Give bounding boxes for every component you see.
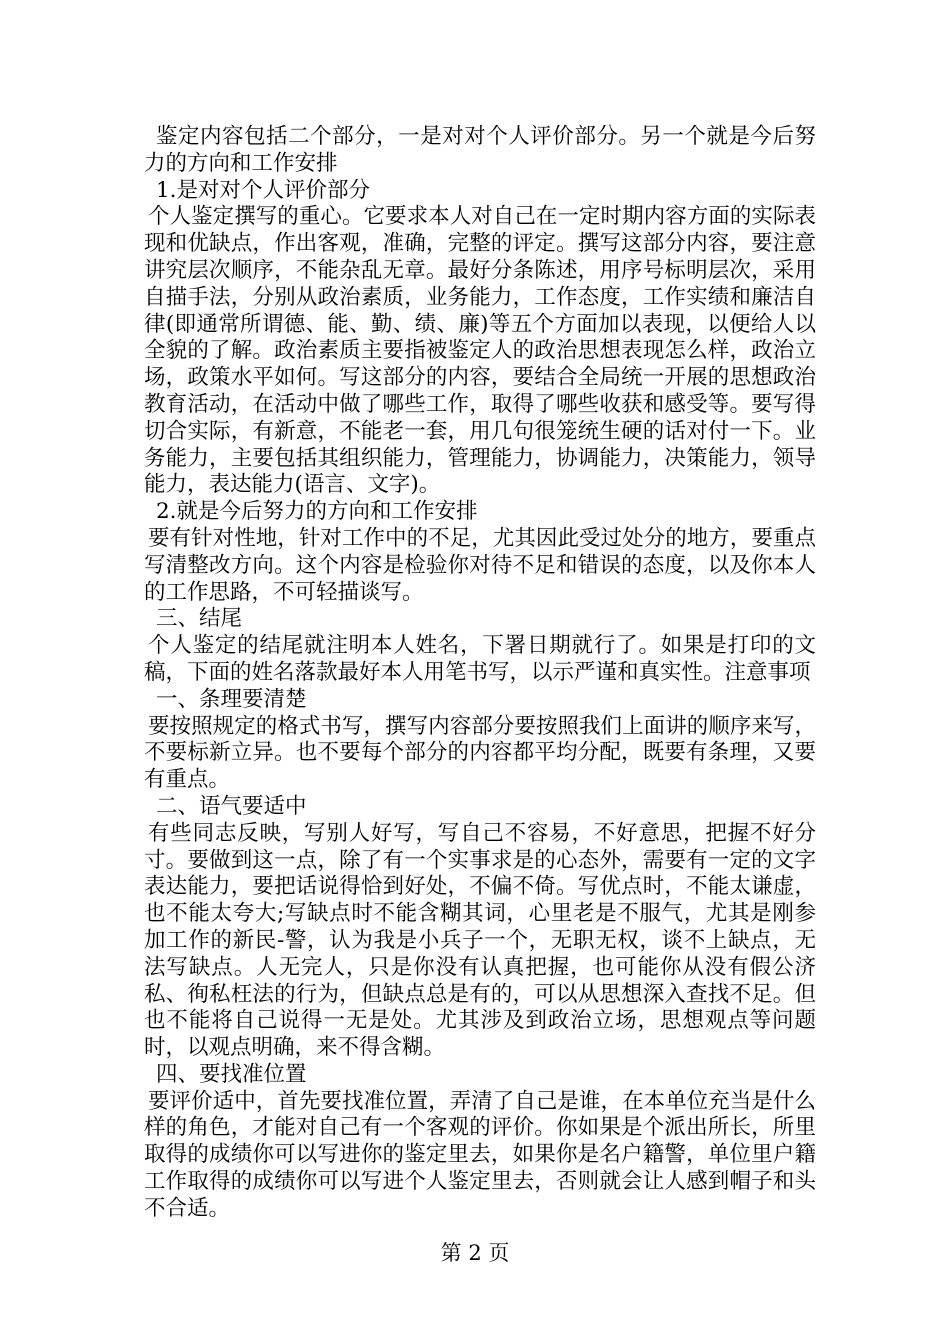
body-paragraph: 有些同志反映，写别人好写，写自己不容易，不好意思，把握不好分寸。要做到这一点，除了有一个实事求是的心态外，需要有一定的文字表达能力，要把话说得恰到好处，不偏不倚。写优点时，不能太谦虚，也不能太夸大;写缺点时不能含糊其词，心里老是不服气，尤其是刚参加工作的新民-警，认为我是小兵子一个，无职无权，谈不上缺点，无法写缺点。人无完人，只是你没有认真把握，也可能你从没有假公济私、徇私枉法的行为，但缺点总是有的，可以从思想深入查找不足。但也不能将自己说得一无是处。尤其涉及到政治立场，思想观点等问题时，以观点明确，来不得含糊。 (144, 820, 816, 1061)
section-heading-5: 二、语气要适中 (156, 793, 307, 819)
section-heading-2: 2.就是今后努力的方向和工作安排 (156, 499, 478, 525)
section-heading-6: 四、要找准位置 (156, 1061, 307, 1087)
section-heading-4: 一、条理要清楚 (156, 686, 307, 712)
section-heading-3: 三、结尾 (156, 606, 243, 632)
section-heading-1: 1.是对对个人评价部分 (156, 177, 371, 203)
body-paragraph: 个人鉴定的结尾就注明本人姓名，下署日期就行了。如果是打印的文稿，下面的姓名落款最好本人用笔书写，以示严谨和真实性。注意事项 (144, 633, 816, 685)
body-paragraph: 要有针对性地，针对工作中的不足，尤其因此受过处分的地方，要重点写清整改方向。这个内容是检验你对待不足和错误的态度，以及你本人的工作思路，不可轻描谈写。 (144, 525, 816, 605)
body-paragraph: 个人鉴定撰写的重心。它要求本人对自己在一定时期内容方面的实际表现和优缺点，作出客观，准确，完整的评定。撰写这部分内容，要注意讲究层次顺序，不能杂乱无章。最好分条陈述，用序号标明层次，采用自描手法，分别从政治素质，业务能力，工作态度，工作实绩和廉洁自律(即通常所谓德、能、勤、绩、廉)等五个方面加以表现，以便给人以全貌的了解。政治素质主要指被鉴定人的政治思想表现怎么样，政治立场，政策水平如何。写这部分的内容，要结合全局统一开展的思想政治教育活动，在活动中做了哪些工作，取得了哪些收获和感受等。要写得切合实际，有新意，不能老一套，用几句很笼统生硬的话对付一下。业务能力，主要包括其组织能力，管理能力，协调能力，决策能力，领导能力，表达能力(语言、文字)。 (144, 204, 816, 498)
page-number: 第 2 页 (440, 1241, 510, 1265)
intro-paragraph: 鉴定内容包括二个部分，一是对对个人评价部分。另一个就是今后努力的方向和工作安排 (144, 124, 816, 176)
body-paragraph: 要按照规定的格式书写，撰写内容部分要按照我们上面讲的顺序来写，不要标新立异。也不要每个部分的内容都平均分配，既要有条理，又要有重点。 (144, 713, 816, 793)
body-paragraph: 要评价适中，首先要找准位置，弄清了自己是谁，在本单位充当是什么样的角色，才能对自己有一个客观的评价。你如果是个派出所长，所里取得的成绩你可以写进你的鉴定里去，如果你是名户籍警，单位里户籍工作取得的成绩你可以写进个人鉴定里去，否则就会让人感到帽子和头不合适。 (144, 1088, 816, 1221)
document-body (144, 124, 816, 1223)
